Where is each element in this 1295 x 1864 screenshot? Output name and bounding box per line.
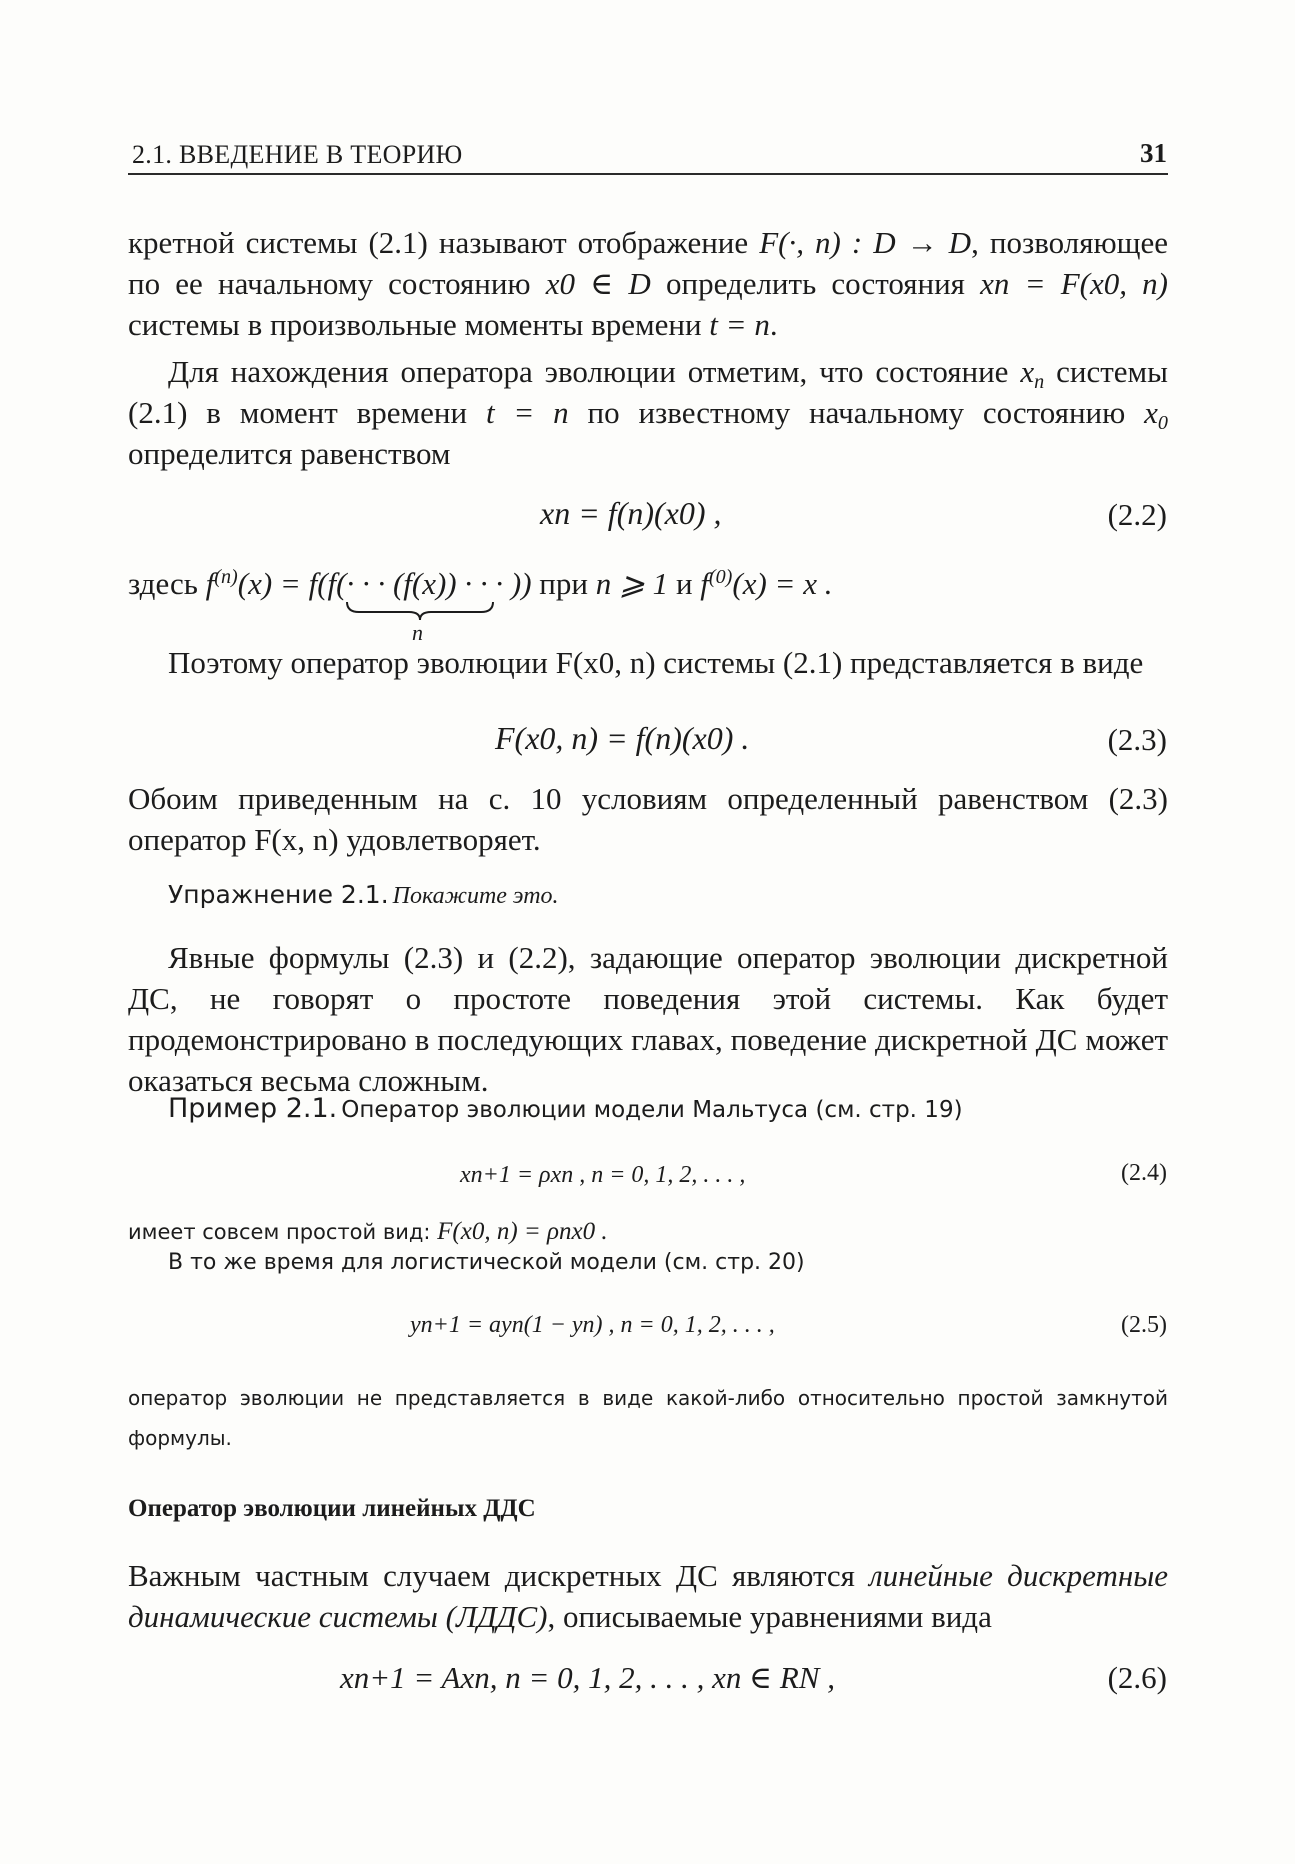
p2-text-d: определится равенством — [128, 436, 451, 471]
underbrace-label: n — [412, 620, 423, 645]
p6-formula: F(x0, n) = ρnx0 . — [437, 1218, 608, 1245]
here-text-c: и — [668, 566, 701, 601]
equation-2-2: xn = f(n)(x0) , — [540, 495, 722, 531]
nested-composition: f(f(· · · (f(x)) · · · )) — [308, 566, 532, 601]
p6-text: имеет совсем простой вид: — [128, 1220, 438, 1244]
here-text-a: здесь — [128, 566, 206, 601]
exercise-text: Покажите это. — [392, 883, 559, 909]
equation-2-5-number: (2.5) — [1121, 1312, 1167, 1338]
header-rule — [128, 173, 1168, 175]
equation-2-3: F(x0, n) = f(n)(x0) . — [495, 720, 750, 756]
p2-text-a: Для нахождения оператора эволюции отметим, что состояние — [168, 354, 1021, 389]
paragraph-6 — [128, 1218, 608, 1246]
p1-xn-formula: xn = F(x0, n) — [980, 266, 1169, 301]
paragraph-3: Поэтому оператор эволюции F(x0, n) системы (2.1) представляется в виде — [168, 645, 1144, 680]
p1-map-formula: F(·, n) : D → D — [759, 225, 972, 260]
page-number: 31 — [1140, 138, 1167, 168]
paragraph-4: Обоим приведенным на с. 10 условиям определенный равенством (2.3) оператор F(x, n) удовлетворяет. — [128, 781, 1168, 857]
here-text-b: при — [531, 566, 596, 601]
p2-text-b: системы (2.1) в момент времени — [128, 354, 1168, 430]
p1-text-e: . — [769, 307, 778, 342]
definition-line: здесь $f^{(n)}(x) = f(f(\cdot$ · · (f(x)) · · · )) при n ⩾ 1 и $f^{(0)}(x) = x$ . — [128, 565, 833, 601]
paragraph-8: оператор эволюции не представляется в виде какой-либо относительно простой замкнутой формулы. — [128, 1386, 1168, 1450]
paragraph-2: Для нахождения оператора эволюции отметим, что состояние $x_n$ системы (2.1) в момент времени t = n по известному начальному состоянию $x_0$ определится равенством — [128, 354, 1168, 471]
equation-2-4: xn+1 = ρxn , n = 0, 1, 2, . . . , — [460, 1162, 746, 1188]
exercise-label: Упражнение 2.1. — [168, 880, 389, 909]
p1-t-formula: t = n — [709, 307, 770, 342]
underbrace — [345, 600, 495, 622]
running-head: 2.1. ВВЕДЕНИЕ В ТЕОРИЮ — [132, 140, 463, 169]
exercise — [168, 880, 559, 910]
equation-2-6: xn+1 = Axn, n = 0, 1, 2, . . . , xn ∈ RN , — [340, 1660, 835, 1695]
p1-x0-formula: x0 ∈ D — [545, 266, 651, 301]
p1-text-c: определить состояния — [650, 266, 981, 301]
equation-2-6-number: (2.6) — [1107, 1660, 1167, 1695]
paragraph-1 — [128, 222, 1168, 345]
p9-text-a: Важным частным случаем дискретных ДС являются — [128, 1558, 870, 1593]
paragraph-7: В то же время для логистической модели (см. стр. 20) — [168, 1250, 805, 1275]
p9-italic-term: линейные дискретные динамические системы (ЛДДС) — [128, 1558, 1168, 1634]
equation-2-3-number: (2.3) — [1107, 722, 1167, 757]
p1-text-b: , позволяющее по ее начальному состоянию — [128, 225, 1168, 301]
p9-text-b: , описываемые уравнениями вида — [547, 1599, 992, 1634]
section-title: Оператор эволюции линейных ДДС — [128, 1495, 536, 1522]
example-text: Оператор эволюции модели Мальтуса (см. стр. 19) — [341, 1097, 963, 1123]
example-label: Пример 2.1. — [168, 1093, 338, 1124]
equation-2-4-number: (2.4) — [1121, 1160, 1167, 1186]
equation-2-2-number: (2.2) — [1107, 497, 1167, 532]
paragraph-5: Явные формулы (2.3) и (2.2), задающие оператор эволюции дискретной ДС, не говорят о простоте поведения этой системы. Как будет продемонстрировано в последующих главах, поведение дискретной ДС может оказаться весьма сложным. — [128, 940, 1168, 1098]
p1-text-a: кретной системы (2.1) называют отображение — [128, 225, 760, 260]
equation-2-5: yn+1 = ayn(1 − yn) , n = 0, 1, 2, . . . , — [410, 1312, 775, 1338]
example — [168, 1093, 963, 1124]
p1-text-d: системы в произвольные моменты времени — [128, 307, 710, 342]
paragraph-9 — [128, 1555, 1168, 1637]
p2-text-c: по известному начальному состоянию — [568, 395, 1145, 430]
